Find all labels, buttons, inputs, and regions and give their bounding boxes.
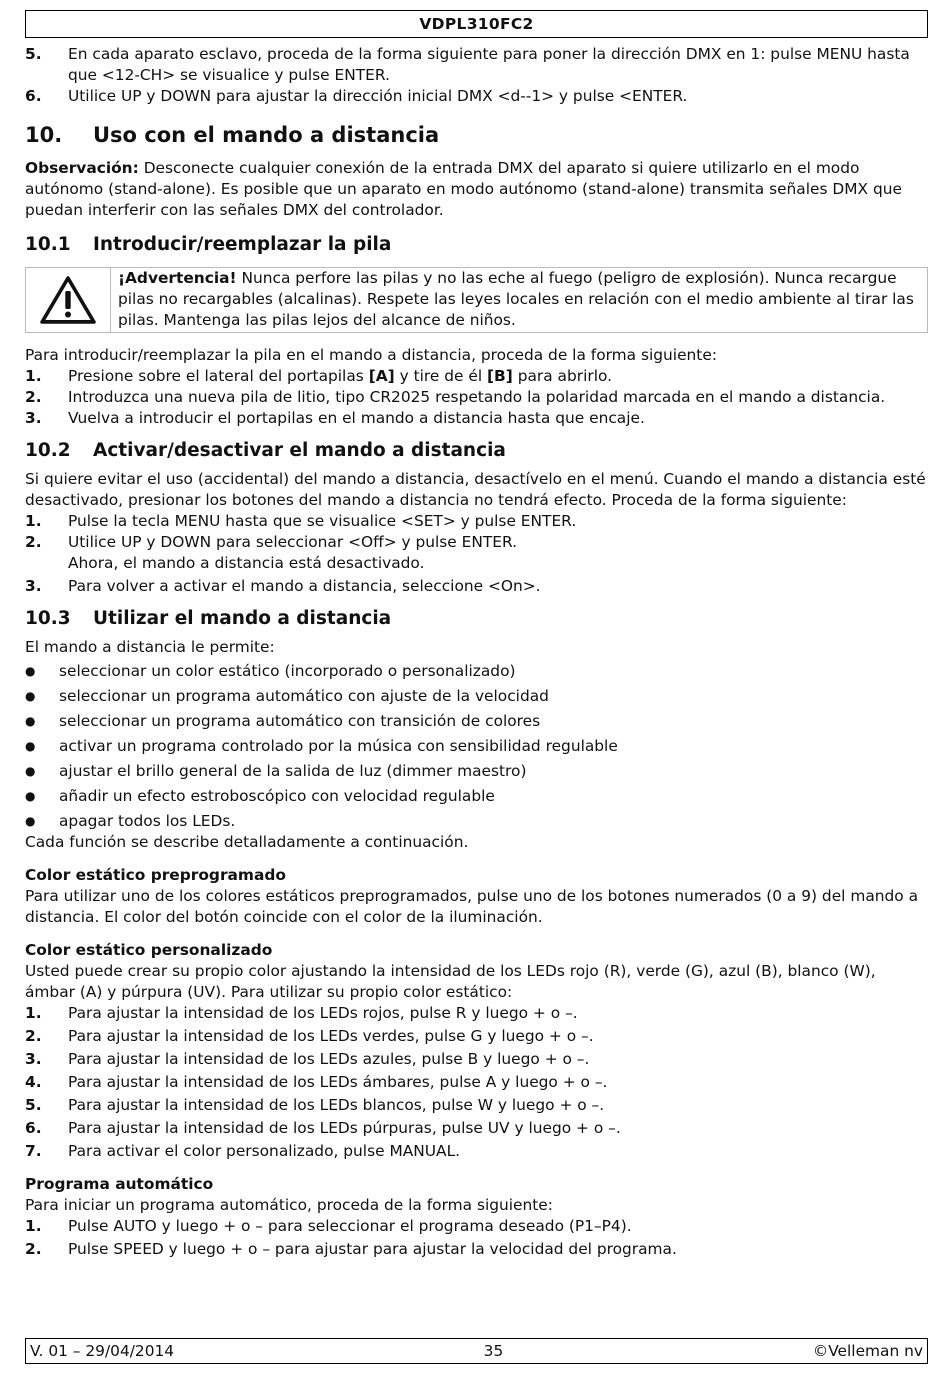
step-number: 1.	[25, 1004, 42, 1022]
step-text: Pulse AUTO y luego + o – para seleccionar el programa deseado (P1–P4).	[68, 1217, 632, 1235]
list-item	[25, 1118, 928, 1139]
section-title: Introducir/reemplazar la pila	[93, 234, 392, 255]
deactivate-intro: Si quiere evitar el uso (accidental) del mando a distancia, desactívelo en el menú. Cuando el mando a distancia esté desactivado, presionar los botones del mando a distancia no tendrá efecto. Proceda de la forma siguiente:	[25, 470, 926, 509]
label-b: [B]	[487, 367, 513, 385]
deactivate-steps	[25, 511, 928, 597]
step-text: Para ajustar la intensidad de los LEDs ámbares, pulse A y luego + o –.	[68, 1073, 608, 1091]
step-number: 1.	[25, 367, 42, 385]
bullet-text: seleccionar un color estático (incorporado o personalizado)	[59, 662, 516, 680]
observation-text: Desconecte cualquier conexión de la entrada DMX del aparato si quiere utilizarlo en el modo autónomo (stand-alone). Es posible que un aparato en modo autónomo (stand-alone) transmita señales DMX que puedan interferir con las señales DMX del controlador.	[25, 159, 902, 219]
step-number: 2.	[25, 1240, 42, 1258]
remote-outro: Cada función se describe detalladamente a continuación.	[25, 833, 469, 851]
step-text: Para volver a activar el mando a distancia, seleccione <On>.	[68, 577, 541, 595]
step-text-line: Ahora, el mando a distancia está desactivado.	[68, 554, 425, 572]
bullet-icon: ●	[25, 789, 36, 803]
step-number: 5.	[25, 45, 42, 63]
page-footer	[25, 1338, 928, 1364]
list-item	[25, 1072, 928, 1093]
auto-program-steps	[25, 1216, 928, 1260]
header-title: VDPL310FC2	[419, 15, 534, 33]
feature-list	[25, 661, 928, 832]
list-item	[25, 661, 928, 682]
step-number: 2.	[25, 388, 42, 406]
step-number: 1.	[25, 512, 42, 530]
step-number: 3.	[25, 577, 42, 595]
list-item	[25, 1095, 928, 1116]
list-item	[25, 736, 928, 757]
list-item	[25, 761, 928, 782]
section-title: Utilizar el mando a distancia	[93, 608, 392, 629]
auto-program-heading: Programa automático	[25, 1175, 214, 1193]
footer-page-number: 35	[483, 1341, 504, 1360]
step-text: Pulse SPEED y luego + o – para ajustar para ajustar la velocidad del programa.	[68, 1240, 677, 1258]
step-text: Para activar el color personalizado, pulse MANUAL.	[68, 1142, 461, 1160]
step-text: Para ajustar la intensidad de los LEDs blancos, pulse W y luego + o –.	[68, 1096, 605, 1114]
list-item	[25, 1216, 928, 1237]
step-text: En cada aparato esclavo, proceda de la forma siguiente para poner la dirección DMX en 1: pulse MENU hasta que <12-CH> se visualice y pulse ENTER.	[68, 45, 910, 84]
page-header	[25, 10, 928, 38]
step-text-part: para abrirlo.	[512, 367, 613, 385]
step-number: 2.	[25, 533, 42, 551]
step-number: 2.	[25, 1027, 42, 1045]
step-text	[68, 366, 928, 387]
step-text	[68, 532, 928, 574]
section-number: 10.3	[25, 608, 71, 629]
section-10-3-heading	[25, 607, 928, 631]
list-item	[25, 686, 928, 707]
custom-color-steps	[25, 1003, 928, 1162]
step-number: 7.	[25, 1142, 42, 1160]
list-item	[25, 387, 928, 408]
list-item	[25, 532, 928, 574]
warning-text: Nunca perfore las pilas y no las eche al fuego (peligro de explosión). Nunca recargue pilas no recargables (alcalinas). Respete las leyes locales en relación con el medio ambiente al tirar las pilas. Mantenga las pilas lejos del alcance de niños.	[118, 269, 914, 329]
list-item	[25, 786, 928, 807]
step-text: Introduzca una nueva pila de litio, tipo CR2025 respetando la polaridad marcada en el mando a distancia.	[68, 388, 886, 406]
step-text: Utilice UP y DOWN para ajustar la dirección inicial DMX <d--1> y pulse <ENTER.	[68, 87, 688, 105]
step-number: 4.	[25, 1073, 42, 1091]
section-title: Activar/desactivar el mando a distancia	[93, 440, 506, 461]
step-text: Vuelva a introducir el portapilas en el mando a distancia hasta que encaje.	[68, 409, 645, 427]
list-item	[25, 811, 928, 832]
battery-steps	[25, 366, 928, 429]
step-text: Pulse la tecla MENU hasta que se visualice <SET> y pulse ENTER.	[68, 512, 577, 530]
step-text-line: Utilice UP y DOWN para seleccionar <Off> y pulse ENTER.	[68, 533, 518, 551]
intro-steps	[25, 44, 928, 107]
bullet-icon: ●	[25, 814, 36, 828]
bullet-icon: ●	[25, 764, 36, 778]
step-text: Para ajustar la intensidad de los LEDs verdes, pulse G y luego + o –.	[68, 1027, 594, 1045]
list-item	[25, 576, 928, 597]
warning-icon-cell	[26, 268, 111, 332]
step-number: 3.	[25, 1050, 42, 1068]
section-title: Uso con el mando a distancia	[93, 123, 440, 147]
bullet-text: apagar todos los LEDs.	[59, 812, 236, 830]
step-number: 5.	[25, 1096, 42, 1114]
warning-box	[25, 267, 928, 333]
bullet-icon: ●	[25, 739, 36, 753]
list-item	[25, 86, 928, 107]
step-number: 3.	[25, 409, 42, 427]
label-a: [A]	[368, 367, 395, 385]
step-text: Para ajustar la intensidad de los LEDs azules, pulse B y luego + o –.	[68, 1050, 590, 1068]
preset-color-heading: Color estático preprogramado	[25, 866, 286, 884]
bullet-icon: ●	[25, 689, 36, 703]
section-10-2-heading	[25, 439, 928, 463]
step-text: Para ajustar la intensidad de los LEDs púrpuras, pulse UV y luego + o –.	[68, 1119, 621, 1137]
custom-color-heading: Color estático personalizado	[25, 941, 273, 959]
list-item	[25, 366, 928, 387]
list-item	[25, 511, 928, 532]
bullet-text: activar un programa controlado por la música con sensibilidad regulable	[59, 737, 618, 755]
list-item	[25, 1026, 928, 1047]
section-10-heading	[25, 122, 928, 148]
observation-label: Observación:	[25, 159, 139, 177]
preset-color-text: Para utilizar uno de los colores estáticos preprogramados, pulse uno de los botones numerados (0 a 9) del mando a distancia. El color del botón coincide con el color de la iluminación.	[25, 887, 919, 926]
list-item	[25, 711, 928, 732]
step-text-part: y tire de él	[394, 367, 487, 385]
step-text: Para ajustar la intensidad de los LEDs rojos, pulse R y luego + o –.	[68, 1004, 578, 1022]
document-page	[25, 10, 928, 1260]
step-number: 1.	[25, 1217, 42, 1235]
section-number: 10.2	[25, 440, 71, 461]
warning-text-cell	[111, 268, 927, 332]
step-number: 6.	[25, 1119, 42, 1137]
footer-version: V. 01 – 29/04/2014	[30, 1341, 175, 1360]
section-10-1-heading	[25, 233, 928, 257]
bullet-text: seleccionar un programa automático con ajuste de la velocidad	[59, 687, 549, 705]
list-item	[25, 1239, 928, 1260]
bullet-icon: ●	[25, 664, 36, 678]
section-number: 10.1	[25, 234, 71, 255]
bullet-text: seleccionar un programa automático con transición de colores	[59, 712, 541, 730]
list-item	[25, 1003, 928, 1024]
bullet-text: ajustar el brillo general de la salida de luz (dimmer maestro)	[59, 762, 527, 780]
list-item	[25, 1049, 928, 1070]
list-item	[25, 1141, 928, 1162]
auto-program-text: Para iniciar un programa automático, proceda de la forma siguiente:	[25, 1196, 553, 1214]
section-number: 10.	[25, 123, 63, 147]
observation-paragraph	[25, 158, 928, 221]
battery-intro: Para introducir/reemplazar la pila en el mando a distancia, proceda de la forma siguiente:	[25, 346, 717, 364]
bullet-icon: ●	[25, 714, 36, 728]
step-number: 6.	[25, 87, 42, 105]
bullet-text: añadir un efecto estroboscópico con velocidad regulable	[59, 787, 495, 805]
list-item	[25, 44, 928, 86]
remote-intro: El mando a distancia le permite:	[25, 638, 275, 656]
warning-triangle-icon	[39, 275, 97, 325]
step-text-part: Presione sobre el lateral del portapilas	[68, 367, 369, 385]
warning-label: ¡Advertencia!	[118, 269, 237, 287]
footer-copyright: ©Velleman nv	[812, 1341, 923, 1360]
list-item	[25, 408, 928, 429]
custom-color-text: Usted puede crear su propio color ajustando la intensidad de los LEDs rojo (R), verde (G), azul (B), blanco (W), ámbar (A) y púrpura (UV). Para utilizar su propio color estático:	[25, 962, 876, 1001]
